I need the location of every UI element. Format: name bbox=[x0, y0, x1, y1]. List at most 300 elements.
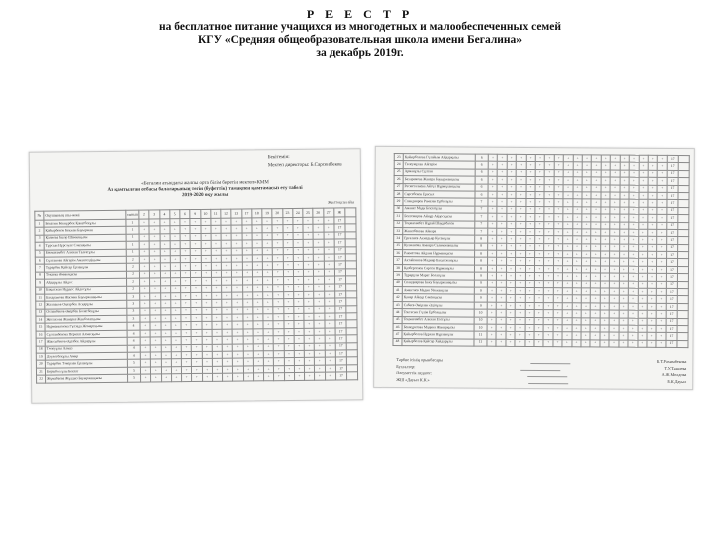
student-name: Тоқмағамбет Нұрай Шаудебасов bbox=[403, 220, 475, 228]
student-class: 5 bbox=[128, 374, 141, 382]
attendance-mark: + bbox=[610, 192, 619, 199]
signature-line bbox=[527, 371, 567, 377]
attendance-mark: + bbox=[620, 192, 629, 199]
attendance-mark: + bbox=[170, 226, 180, 233]
attendance-mark: + bbox=[233, 358, 243, 365]
attendance-mark: + bbox=[610, 281, 619, 288]
attendance-mark: + bbox=[573, 162, 582, 169]
attendance-mark: + bbox=[544, 251, 553, 258]
attendance-mark: + bbox=[563, 243, 572, 250]
attendance-mark: + bbox=[252, 292, 262, 299]
attendance-mark: + bbox=[304, 328, 314, 335]
attendance-mark: + bbox=[274, 365, 284, 372]
signature-cell bbox=[346, 306, 357, 314]
attendance-mark: + bbox=[272, 240, 282, 247]
attendance-mark: + bbox=[563, 199, 572, 206]
column-header-name: Оқушының аты-жөні bbox=[44, 210, 126, 220]
attendance-mark: + bbox=[324, 298, 335, 306]
attendance-mark: + bbox=[572, 214, 581, 221]
attendance-mark: + bbox=[487, 295, 496, 302]
attendance-mark: + bbox=[648, 244, 657, 251]
attendance-mark: + bbox=[656, 333, 666, 340]
attendance-mark: + bbox=[619, 259, 628, 266]
attendance-mark: + bbox=[563, 169, 572, 176]
attendance-mark: + bbox=[639, 163, 648, 170]
total-days: 17 bbox=[667, 170, 678, 177]
attendance-mark: + bbox=[516, 258, 525, 265]
attendance-mark: + bbox=[181, 278, 191, 285]
signature-cell bbox=[678, 185, 689, 192]
attendance-mark: + bbox=[544, 243, 553, 250]
attendance-mark: + bbox=[591, 266, 600, 273]
attendance-mark: + bbox=[497, 221, 506, 228]
attendance-mark: + bbox=[572, 273, 581, 280]
attendance-mark: + bbox=[487, 332, 496, 339]
attendance-mark: + bbox=[591, 288, 600, 295]
attendance-mark: + bbox=[171, 366, 181, 373]
attendance-mark: + bbox=[233, 366, 243, 373]
row-number: 24 bbox=[394, 161, 403, 168]
attendance-mark: + bbox=[638, 200, 647, 207]
attendance-mark: + bbox=[497, 280, 506, 287]
attendance-mark: + bbox=[516, 236, 525, 243]
attendance-mark: + bbox=[181, 300, 191, 307]
total-days: 17 bbox=[667, 200, 678, 207]
student-class: 8 bbox=[475, 243, 488, 250]
total-days: 17 bbox=[334, 261, 345, 269]
attendance-mark: + bbox=[563, 221, 572, 228]
student-name: Расметалиева Айгүл Нұрмұханқызы bbox=[403, 183, 475, 191]
student-class: 11 bbox=[474, 331, 487, 338]
attendance-mark: + bbox=[638, 214, 647, 221]
attendance-mark: + bbox=[294, 336, 304, 343]
column-header-day: 17 bbox=[241, 209, 251, 218]
attendance-mark: + bbox=[201, 292, 211, 299]
attendance-mark: + bbox=[488, 258, 497, 265]
attendance-mark: + bbox=[211, 255, 221, 262]
student-name: Қайырболова Гүлайым Айдарқызы bbox=[403, 154, 475, 162]
attendance-mark: + bbox=[232, 262, 242, 269]
attendance-mark: + bbox=[150, 337, 160, 344]
row-number: 29 bbox=[394, 198, 403, 205]
attendance-mark: + bbox=[619, 318, 628, 325]
attendance-mark: + bbox=[171, 315, 181, 322]
attendance-mark: + bbox=[572, 288, 581, 295]
attendance-mark: + bbox=[581, 288, 590, 295]
attendance-mark: + bbox=[161, 352, 171, 359]
attendance-mark: + bbox=[506, 273, 515, 280]
attendance-mark: + bbox=[201, 277, 211, 284]
attendance-mark: + bbox=[647, 340, 656, 347]
row-number: 21 bbox=[36, 368, 45, 375]
attendance-mark: + bbox=[647, 288, 656, 295]
attendance-mark: + bbox=[629, 266, 638, 273]
attendance-mark: + bbox=[648, 207, 657, 214]
attendance-mark: + bbox=[629, 155, 638, 162]
attendance-mark: + bbox=[293, 247, 303, 254]
attendance-mark: + bbox=[591, 251, 600, 258]
attendance-mark: + bbox=[610, 258, 619, 265]
right-scanned-page bbox=[373, 146, 695, 390]
attendance-mark: + bbox=[304, 276, 314, 283]
attendance-mark: + bbox=[619, 281, 628, 288]
attendance-mark: + bbox=[563, 273, 572, 280]
attendance-mark: + bbox=[273, 306, 283, 313]
student-class: 2 bbox=[127, 286, 140, 294]
signature-cell bbox=[345, 246, 356, 254]
attendance-mark: + bbox=[314, 306, 324, 313]
attendance-mark: + bbox=[263, 321, 273, 328]
attendance-mark: + bbox=[553, 265, 562, 272]
student-name: Тұрарұлы Марат Болатұлы bbox=[402, 272, 474, 280]
attendance-mark: + bbox=[582, 258, 591, 265]
attendance-mark: + bbox=[201, 285, 211, 292]
signature-cell bbox=[678, 163, 689, 170]
attendance-mark: + bbox=[314, 262, 324, 269]
attendance-mark: + bbox=[629, 244, 638, 251]
attendance-mark: + bbox=[191, 337, 201, 344]
student-name: Ракметова Айдана Нұрманқызы bbox=[403, 250, 475, 258]
attendance-mark: + bbox=[648, 229, 657, 236]
attendance-mark: + bbox=[582, 170, 591, 177]
attendance-mark: + bbox=[507, 184, 516, 191]
attendance-mark: + bbox=[591, 221, 600, 228]
attendance-mark: + bbox=[637, 333, 646, 340]
attendance-mark: + bbox=[243, 366, 253, 373]
attendance-mark: + bbox=[526, 169, 535, 176]
attendance-mark: + bbox=[628, 340, 637, 347]
attendance-mark: + bbox=[201, 255, 211, 262]
student-name: Оспанбеков Әмірбек Болатбекұлы bbox=[45, 308, 127, 316]
attendance-mark: + bbox=[149, 248, 159, 255]
attendance-mark: + bbox=[487, 272, 496, 279]
attendance-mark: + bbox=[252, 284, 262, 291]
signature-cell bbox=[677, 281, 688, 288]
attendance-mark: + bbox=[272, 225, 282, 232]
attendance-mark: + bbox=[324, 313, 335, 321]
attendance-mark: + bbox=[241, 218, 251, 225]
attendance-mark: + bbox=[313, 232, 323, 239]
total-days: 17 bbox=[335, 335, 346, 343]
attendance-mark: + bbox=[656, 325, 666, 332]
attendance-mark: + bbox=[263, 299, 273, 306]
attendance-mark: + bbox=[313, 239, 323, 246]
attendance-mark: + bbox=[534, 295, 543, 302]
attendance-mark: + bbox=[534, 288, 543, 295]
attendance-mark: + bbox=[629, 222, 638, 229]
attendance-mark: + bbox=[600, 281, 609, 288]
attendance-mark: + bbox=[629, 251, 638, 258]
attendance-mark: + bbox=[507, 162, 516, 169]
student-name: Тұрарбек Қайсар Ерланұлы bbox=[44, 264, 126, 272]
student-class: 9 bbox=[474, 272, 487, 279]
attendance-mark: + bbox=[202, 337, 212, 344]
attendance-mark: + bbox=[242, 292, 252, 299]
attendance-mark: + bbox=[232, 255, 242, 262]
signature-cell bbox=[677, 311, 688, 318]
attendance-mark: + bbox=[562, 325, 571, 332]
attendance-mark: + bbox=[609, 325, 618, 332]
attendance-mark: + bbox=[544, 288, 553, 295]
attendance-mark: + bbox=[181, 292, 191, 299]
attendance-mark: + bbox=[637, 340, 646, 347]
attendance-mark: + bbox=[647, 318, 656, 325]
attendance-mark: + bbox=[192, 366, 202, 373]
attendance-mark: + bbox=[638, 222, 647, 229]
row-number: 25 bbox=[394, 168, 403, 175]
column-header-day: 10 bbox=[200, 209, 210, 218]
attendance-mark: + bbox=[525, 332, 534, 339]
attendance-mark: + bbox=[232, 299, 242, 306]
row-number: 8 bbox=[35, 272, 44, 279]
total-days: 17 bbox=[667, 192, 678, 199]
attendance-mark: + bbox=[516, 265, 525, 272]
attendance-mark: + bbox=[525, 317, 534, 324]
attendance-mark: + bbox=[657, 229, 667, 236]
attendance-mark: + bbox=[294, 365, 304, 372]
attendance-mark: + bbox=[232, 270, 242, 277]
attendance-mark: + bbox=[591, 229, 600, 236]
attendance-mark: + bbox=[592, 184, 601, 191]
attendance-mark: + bbox=[591, 295, 600, 302]
attendance-mark: + bbox=[150, 345, 160, 352]
attendance-mark: + bbox=[600, 273, 609, 280]
attendance-mark: + bbox=[232, 329, 242, 336]
attendance-mark: + bbox=[293, 291, 303, 298]
attendance-mark: + bbox=[496, 332, 505, 339]
attendance-mark: + bbox=[211, 277, 221, 284]
student-name: Тұрарбек Тәмірлан Ерланұлы bbox=[45, 360, 127, 368]
attendance-mark: + bbox=[515, 295, 524, 302]
attendance-mark: + bbox=[657, 185, 667, 192]
attendance-mark: + bbox=[221, 233, 231, 240]
attendance-mark: + bbox=[591, 258, 600, 265]
attendance-mark: + bbox=[263, 306, 273, 313]
attendance-mark: + bbox=[590, 332, 599, 339]
attendance-mark: + bbox=[140, 359, 150, 366]
attendance-mark: + bbox=[591, 244, 600, 251]
attendance-mark: + bbox=[170, 233, 180, 240]
attendance-mark: + bbox=[563, 251, 572, 258]
attendance-mark: + bbox=[487, 324, 496, 331]
attendance-mark: + bbox=[283, 240, 293, 247]
attendance-mark: + bbox=[222, 292, 232, 299]
attendance-mark: + bbox=[140, 285, 150, 292]
attendance-mark: + bbox=[325, 365, 336, 373]
attendance-mark: + bbox=[658, 155, 668, 162]
attendance-mark: + bbox=[283, 299, 293, 306]
attendance-mark: + bbox=[241, 225, 251, 232]
attendance-mark: + bbox=[525, 324, 534, 331]
attendance-mark: + bbox=[591, 325, 600, 332]
attendance-mark: + bbox=[581, 303, 590, 310]
attendance-mark: + bbox=[283, 306, 293, 313]
attendance-mark: + bbox=[572, 280, 581, 287]
student-name: Төлеуұлы Алмаз bbox=[45, 345, 127, 353]
attendance-mark: + bbox=[506, 324, 515, 331]
attendance-mark: + bbox=[572, 303, 581, 310]
attendance-mark: + bbox=[563, 266, 572, 273]
attendance-mark: + bbox=[274, 373, 284, 380]
attendance-mark: + bbox=[211, 226, 221, 233]
attendance-mark: + bbox=[563, 192, 572, 199]
attendance-mark: + bbox=[535, 184, 544, 191]
attendance-mark: + bbox=[545, 155, 554, 162]
column-header-day: 24 bbox=[293, 208, 303, 217]
attendance-mark: + bbox=[324, 239, 335, 247]
register-heading bbox=[100, 180, 310, 200]
attendance-mark: + bbox=[190, 218, 200, 225]
attendance-mark: + bbox=[647, 266, 656, 273]
attendance-mark: + bbox=[274, 358, 284, 365]
attendance-mark: + bbox=[657, 200, 667, 207]
attendance-mark: + bbox=[657, 303, 667, 310]
total-days: 17 bbox=[334, 239, 345, 247]
row-number: 46 bbox=[393, 324, 402, 331]
attendance-mark: + bbox=[272, 247, 282, 254]
signature-line bbox=[529, 377, 569, 383]
attendance-mark: + bbox=[628, 281, 637, 288]
student-class: 7 bbox=[475, 206, 488, 213]
attendance-mark: + bbox=[283, 321, 293, 328]
attendance-mark: + bbox=[191, 344, 201, 351]
row-number: 30 bbox=[394, 205, 403, 212]
attendance-mark: + bbox=[647, 310, 656, 317]
attendance-mark: + bbox=[619, 251, 628, 258]
attendance-mark: + bbox=[488, 250, 497, 257]
attendance-mark: + bbox=[534, 302, 543, 309]
attendance-mark: + bbox=[619, 340, 628, 347]
attendance-mark: + bbox=[544, 258, 553, 265]
attendance-mark: + bbox=[488, 199, 497, 206]
attendance-mark: + bbox=[610, 177, 619, 184]
row-number: 26 bbox=[394, 176, 403, 183]
attendance-mark: + bbox=[600, 303, 609, 310]
attendance-mark: + bbox=[506, 250, 515, 257]
attendance-mark: + bbox=[191, 263, 201, 270]
attendance-mark: + bbox=[262, 218, 272, 225]
attendance-mark: + bbox=[283, 291, 293, 298]
attendance-mark: + bbox=[629, 214, 638, 221]
student-class: 9 bbox=[474, 295, 487, 302]
attendance-mark: + bbox=[304, 358, 314, 365]
row-number: 44 bbox=[393, 309, 402, 316]
attendance-mark: + bbox=[647, 281, 656, 288]
attendance-mark: + bbox=[657, 163, 667, 170]
attendance-mark: + bbox=[619, 332, 628, 339]
attendance-mark: + bbox=[488, 184, 497, 191]
attendance-mark: + bbox=[191, 292, 201, 299]
approval-line-1: Бекітемін: bbox=[267, 155, 290, 161]
student-name: Бектемиров Айнұр Айдосқызы bbox=[403, 213, 475, 221]
attendance-mark: + bbox=[656, 318, 666, 325]
attendance-mark: + bbox=[171, 330, 181, 337]
attendance-mark: + bbox=[274, 351, 284, 358]
row-number: 48 bbox=[393, 338, 402, 345]
attendance-mark: + bbox=[231, 248, 241, 255]
row-number: 9 bbox=[36, 279, 45, 286]
attendance-mark: + bbox=[639, 155, 648, 162]
student-name: Бақытжан Нұрдос Айдосұлы bbox=[45, 286, 127, 294]
student-name: Актайпанов Мадияр Бахытжанұлы bbox=[403, 257, 475, 265]
attendance-mark: + bbox=[515, 302, 524, 309]
signature-cell bbox=[677, 274, 688, 281]
signer-role: ЖШ «Дауыл К.К.» bbox=[396, 376, 430, 382]
column-header-no: № bbox=[35, 211, 44, 220]
attendance-mark: + bbox=[591, 192, 600, 199]
row-number: 47 bbox=[393, 331, 402, 338]
attendance-mark: + bbox=[525, 295, 534, 302]
attendance-mark: + bbox=[253, 306, 263, 313]
attendance-mark: + bbox=[553, 243, 562, 250]
attendance-mark: + bbox=[601, 185, 610, 192]
attendance-mark: + bbox=[252, 240, 262, 247]
attendance-mark: + bbox=[161, 337, 171, 344]
attendance-mark: + bbox=[263, 351, 273, 358]
attendance-mark: + bbox=[324, 232, 335, 240]
attendance-mark: + bbox=[314, 276, 324, 283]
attendance-mark: + bbox=[252, 299, 262, 306]
row-number: 11 bbox=[36, 294, 45, 301]
student-name: Сұлтанбекова Перизат Алмасқызы bbox=[45, 330, 127, 338]
attendance-mark: + bbox=[231, 225, 241, 232]
signature-cell bbox=[678, 200, 689, 207]
row-number: 42 bbox=[393, 294, 402, 301]
attendance-mark: + bbox=[182, 374, 192, 381]
attendance-mark: + bbox=[600, 318, 609, 325]
attendance-mark: + bbox=[534, 332, 543, 339]
attendance-mark: + bbox=[554, 206, 563, 213]
total-days: 17 bbox=[335, 276, 346, 284]
header-line-1: на бесплатное питание учащихся из многодетных и малообеспеченных семей bbox=[159, 21, 561, 33]
attendance-mark: + bbox=[554, 169, 563, 176]
attendance-mark: + bbox=[151, 374, 161, 381]
student-name: Қайырболов Қайсар Хайдарұлы bbox=[402, 338, 474, 346]
attendance-mark: + bbox=[252, 262, 262, 269]
attendance-mark: + bbox=[140, 345, 150, 352]
row-number: 17 bbox=[36, 338, 45, 345]
attendance-mark: + bbox=[507, 213, 516, 220]
attendance-mark: + bbox=[638, 207, 647, 214]
student-class: 6 bbox=[475, 184, 488, 191]
attendance-mark: + bbox=[325, 372, 336, 380]
student-class: 6 bbox=[475, 154, 488, 161]
student-name: Кулжанова Амнара Салимжанқызы bbox=[403, 242, 475, 250]
attendance-mark: + bbox=[563, 214, 572, 221]
signature-cell bbox=[345, 254, 356, 262]
column-header-day: 5 bbox=[170, 210, 180, 219]
attendance-mark: + bbox=[488, 169, 497, 176]
attendance-mark: + bbox=[231, 218, 241, 225]
attendance-mark: + bbox=[201, 248, 211, 255]
attendance-mark: + bbox=[657, 170, 667, 177]
attendance-mark: + bbox=[170, 263, 180, 270]
attendance-mark: + bbox=[252, 225, 262, 232]
attendance-mark: + bbox=[211, 248, 221, 255]
attendance-mark: + bbox=[516, 228, 525, 235]
student-name: Токтасын Гүлім Ерболқызы bbox=[402, 309, 474, 317]
attendance-mark: + bbox=[554, 155, 563, 162]
attendance-mark: + bbox=[600, 295, 609, 302]
attendance-mark: + bbox=[314, 254, 324, 261]
attendance-mark: + bbox=[639, 170, 648, 177]
attendance-mark: + bbox=[572, 229, 581, 236]
student-name: Бекатин Бекнұрбек Қанатбекұлы bbox=[44, 219, 126, 227]
signature-cell bbox=[346, 320, 357, 328]
attendance-mark: + bbox=[553, 288, 562, 295]
attendance-mark: + bbox=[303, 262, 313, 269]
attendance-mark: + bbox=[554, 199, 563, 206]
